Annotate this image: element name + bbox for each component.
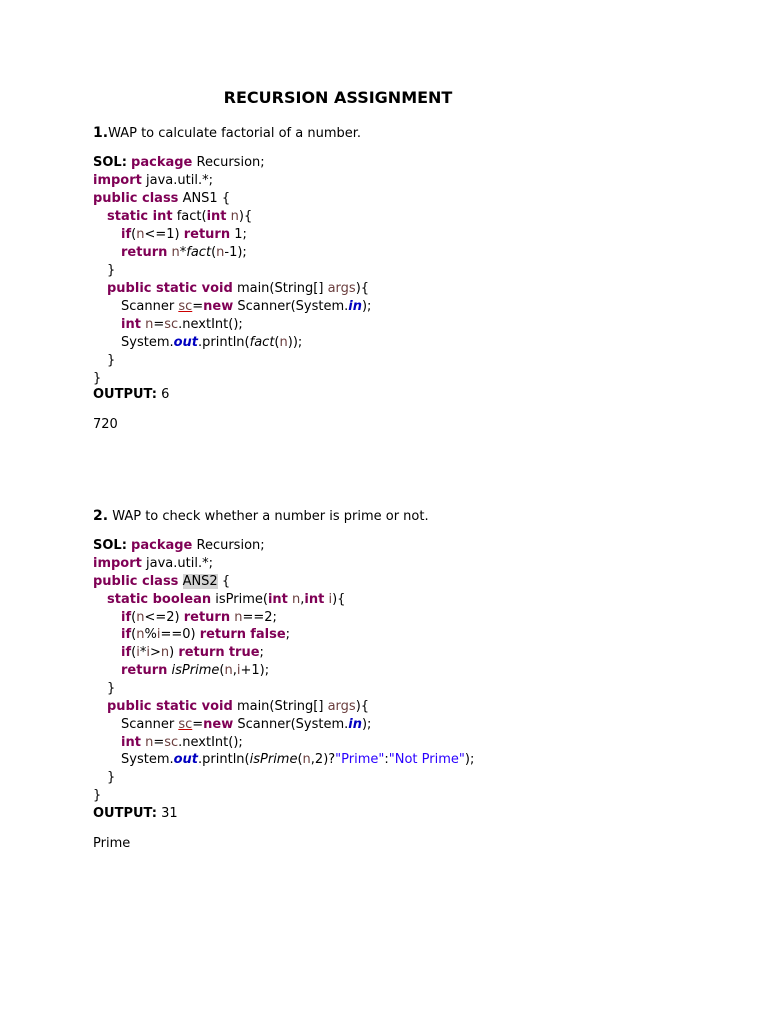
code-line: SOL: package Recursion; [93,538,265,553]
question-2: 2. WAP to check whether a number is prime or not. [93,508,429,524]
code-line: static boolean isPrime(int n,int i){ [107,592,346,607]
code-line: } [107,353,116,368]
code-line: return isPrime(n,i+1); [121,663,270,678]
code-line: return n*fact(n-1); [121,245,247,260]
code-line: public static void main(String[] args){ [107,699,370,714]
code-line: } [93,371,102,386]
output-line: OUTPUT: 6 [93,387,170,402]
page-title: RECURSION ASSIGNMENT [223,88,453,107]
code-line: if(n%i==0) return false; [121,627,291,642]
code-line: } [107,263,116,278]
code-line: } [107,770,116,785]
output-result: 720 [93,417,118,432]
code-line: } [107,681,116,696]
code-line: if(i*i>n) return true; [121,645,264,660]
code-line: public class ANS1 { [93,191,231,206]
output-line: OUTPUT: 31 [93,806,178,821]
code-line: if(n<=2) return n==2; [121,610,277,625]
code-line: import java.util.*; [93,556,213,571]
code-line: import java.util.*; [93,173,213,188]
code-line: Scanner sc=new Scanner(System.in); [121,299,372,314]
code-line: } [93,788,102,803]
code-line: System.out.println(fact(n)); [121,335,303,350]
code-line: public static void main(String[] args){ [107,281,370,296]
code-line: System.out.println(isPrime(n,2)?"Prime":"Not Prime"); [121,752,475,767]
code-line: SOL: package Recursion; [93,155,265,170]
code-line: int n=sc.nextInt(); [121,735,243,750]
code-line: int n=sc.nextInt(); [121,317,243,332]
code-line: Scanner sc=new Scanner(System.in); [121,717,372,732]
question-1: 1.WAP to calculate factorial of a number. [93,125,362,141]
output-result: Prime [93,836,131,851]
code-line: if(n<=1) return 1; [121,227,247,242]
code-line: static int fact(int n){ [107,209,253,224]
code-line: public class ANS2 { [93,574,231,589]
